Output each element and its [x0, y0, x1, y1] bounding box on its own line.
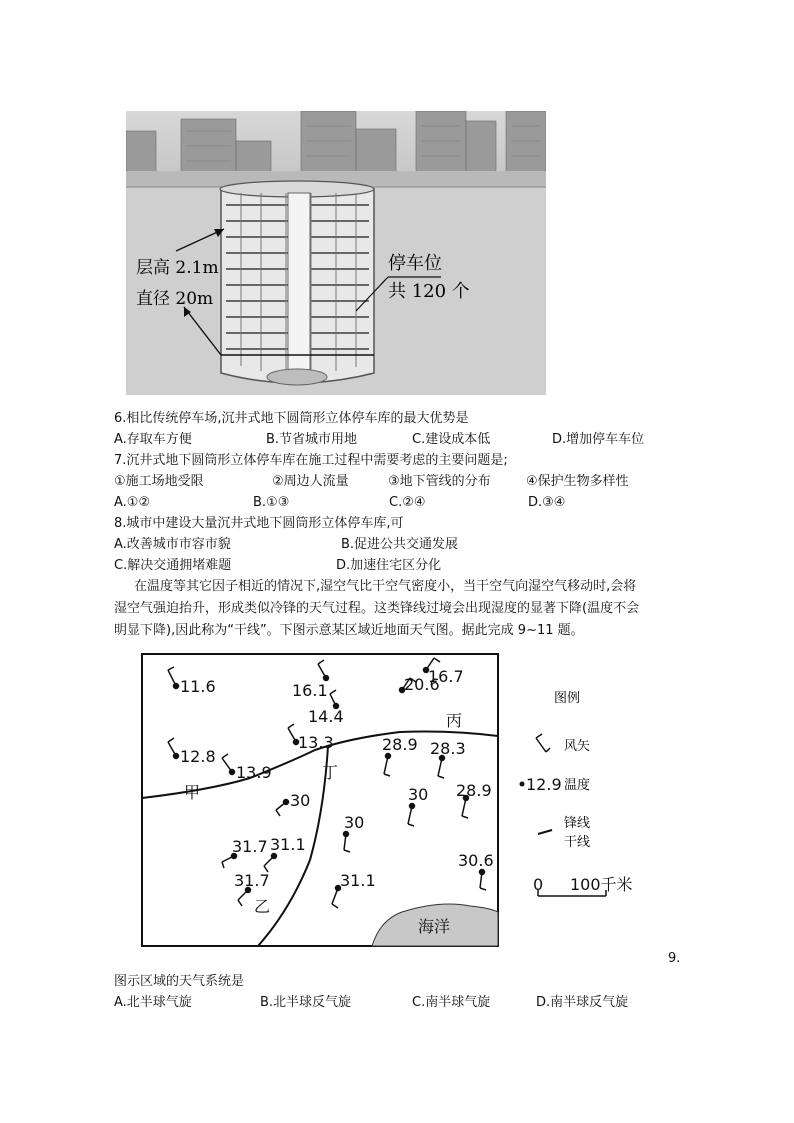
- q7-option-b[interactable]: B.①③: [253, 495, 290, 510]
- q7-item-3: ③地下管线的分布: [388, 474, 491, 489]
- temp-31-7a: 31.7: [232, 837, 268, 856]
- diameter-label: 直径 20m: [136, 289, 214, 309]
- temp-28-9b: 28.9: [456, 781, 492, 800]
- legend-wind: 风矢: [564, 739, 591, 754]
- q9-option-c[interactable]: C.南半球气旋: [412, 995, 491, 1010]
- place-yi: 乙: [254, 897, 271, 916]
- temp-30a: 30: [290, 791, 311, 810]
- legend-temp: 温度: [564, 778, 591, 793]
- intro-line-2: 湿空气强迫抬升，形成类似冷锋的天气过程。这类锋线过境会出现湿度的显著下降(温度不会: [114, 601, 640, 616]
- intro-line-1: 在温度等其它因子相近的情况下,湿空气比干空气密度小，当干空气向湿空气移动时,会将: [134, 579, 637, 594]
- place-bing: 丙: [446, 711, 463, 730]
- q8-stem: 8.城市中建设大量沉井式地下圆筒形立体停车库,可: [114, 516, 404, 531]
- q9-number: 9.: [668, 951, 681, 966]
- temp-31-1b: 31.1: [340, 871, 376, 890]
- ocean-label: 海洋: [418, 917, 451, 936]
- temp-30b: 30: [408, 785, 429, 804]
- q9-stem: 图示区域的天气系统是: [114, 974, 245, 989]
- legend-temp-value: 12.9: [526, 775, 562, 794]
- temp-30c: 30: [344, 813, 365, 832]
- scale-length: 100千米: [570, 875, 633, 894]
- q9-option-b[interactable]: B.北半球反气旋: [260, 995, 352, 1010]
- q8-option-b[interactable]: B.促进公共交通发展: [341, 537, 459, 552]
- legend-front: 锋线: [564, 816, 591, 831]
- q7-stem: 7.沉井式地下圆筒形立体停车库在施工过程中需要考虑的主要问题是;: [114, 453, 508, 468]
- q7-item-4: ④保护生物多样性: [526, 474, 629, 489]
- q7-option-d[interactable]: D.③④: [528, 495, 566, 510]
- q7-item-1: ①施工场地受限: [114, 474, 204, 489]
- legend-dryline: 干线: [564, 835, 591, 850]
- q8-option-d[interactable]: D.加速住宅区分化: [336, 558, 442, 573]
- q6-stem: 6.相比传统停车场,沉井式地下圆筒形立体停车库的最大优势是: [114, 411, 469, 426]
- temp-28-9a: 28.9: [382, 735, 418, 754]
- intro-line-3: 明显下降),因此称为“干线”。下图示意某区域近地面天气图。据此完成 9~11 题。: [114, 623, 584, 638]
- q6-option-c[interactable]: C.建设成本低: [412, 432, 491, 447]
- q8-option-a[interactable]: A.改善城市市容市貌: [114, 537, 231, 552]
- temp-28-3: 28.3: [430, 739, 466, 758]
- q9-option-d[interactable]: D.南半球反气旋: [536, 995, 629, 1010]
- parking-label: 停车位: [388, 253, 442, 274]
- weather-map: [140, 650, 660, 950]
- q6-option-d[interactable]: D.增加停车车位: [552, 432, 645, 447]
- temp-30-6: 30.6: [458, 851, 494, 870]
- map-legend: [520, 691, 633, 896]
- q6-option-a[interactable]: A.存取车方便: [114, 432, 192, 447]
- temp-31-7b: 31.7: [234, 871, 270, 890]
- scale-zero: 0: [533, 875, 544, 894]
- temp-12-8: 12.8: [180, 747, 216, 766]
- garage-illustration: [126, 111, 546, 395]
- q7-option-a[interactable]: A.①②: [114, 495, 151, 510]
- temp-13-9: 13.9: [236, 763, 272, 782]
- temp-13-3: 13.3: [298, 733, 334, 752]
- floor-height-label: 层高 2.1m: [136, 258, 219, 278]
- q6-option-b[interactable]: B.节省城市用地: [266, 432, 358, 447]
- q9-option-a[interactable]: A.北半球气旋: [114, 995, 192, 1010]
- temp-20-6: 20.6: [404, 675, 440, 694]
- temp-14-4: 14.4: [308, 707, 344, 726]
- legend-title: 图例: [554, 691, 581, 706]
- temp-16-7: 16.7: [428, 667, 464, 686]
- temp-11-6: 11.6: [180, 677, 216, 696]
- place-ding: 丁: [322, 763, 339, 782]
- place-jia: 甲: [184, 783, 201, 802]
- q8-option-c[interactable]: C.解决交通拥堵难题: [114, 558, 232, 573]
- temp-31-1a: 31.1: [270, 835, 306, 854]
- parking-total-label: 共 120 个: [388, 281, 470, 302]
- q7-item-2: ②周边人流量: [272, 474, 349, 489]
- temp-16-1: 16.1: [292, 681, 328, 700]
- q7-option-c[interactable]: C.②④: [389, 495, 426, 510]
